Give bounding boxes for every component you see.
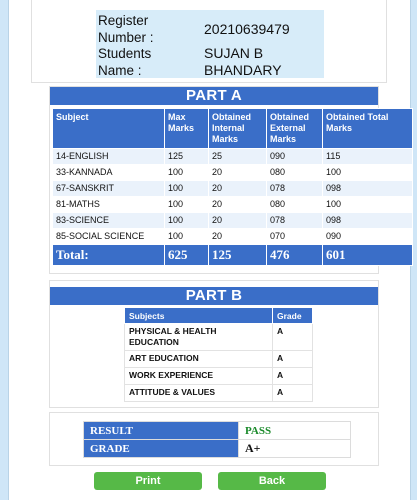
total-label: Total: bbox=[53, 245, 165, 266]
list-item: ART EDUCATION A bbox=[125, 351, 313, 368]
total-row bbox=[53, 245, 413, 266]
result-table bbox=[83, 421, 351, 458]
list-item: WORK EXPERIENCE A bbox=[125, 368, 313, 385]
part-b-title: PART B bbox=[50, 287, 378, 305]
grade-row bbox=[84, 440, 351, 458]
grades-header-row bbox=[125, 308, 313, 324]
col-internal-marks: Obtained Internal Marks bbox=[209, 109, 267, 149]
col-grade: Grade bbox=[273, 308, 313, 324]
table-row: 14-ENGLISH 125 25 090 115 bbox=[53, 149, 413, 165]
student-name-label: Students Name : bbox=[98, 46, 152, 78]
table-header-row bbox=[53, 109, 413, 149]
part-b-card bbox=[49, 280, 379, 408]
result-row bbox=[84, 422, 351, 440]
total-internal: 125 bbox=[209, 245, 267, 266]
col-subject: Subject bbox=[53, 109, 165, 149]
col-max-marks: Max Marks bbox=[165, 109, 209, 149]
result-label: RESULT bbox=[84, 422, 239, 440]
part-a-title: PART A bbox=[50, 87, 378, 105]
result-page bbox=[8, 0, 411, 500]
list-item: ATTITUDE & VALUES A bbox=[125, 385, 313, 402]
col-external-marks: Obtained External Marks bbox=[267, 109, 323, 149]
part-b-grades-table bbox=[124, 307, 313, 402]
result-card bbox=[49, 412, 379, 466]
table-row: 85-SOCIAL SCIENCE 100 20 070 090 bbox=[53, 229, 413, 245]
part-a-card bbox=[49, 86, 389, 274]
list-item: PHYSICAL & HEALTH EDUCATION A bbox=[125, 324, 313, 351]
back-button[interactable]: Back bbox=[218, 472, 326, 490]
total-obtained: 601 bbox=[323, 245, 413, 266]
student-info-box bbox=[96, 10, 324, 78]
total-max: 625 bbox=[165, 245, 209, 266]
part-a-marks-table bbox=[52, 108, 413, 266]
col-total-marks: Obtained Total Marks bbox=[323, 109, 413, 149]
register-number-label: Register Number : bbox=[98, 13, 154, 45]
table-row: 33-KANNADA 100 20 080 100 bbox=[53, 165, 413, 181]
grade-value: A+ bbox=[239, 440, 351, 458]
student-name-value: SUJAN B BHANDARY bbox=[204, 45, 282, 78]
result-value: PASS bbox=[239, 422, 351, 440]
register-number-value: 20210639479 bbox=[204, 21, 290, 37]
student-info-card bbox=[31, 0, 387, 83]
table-row: 67-SANSKRIT 100 20 078 098 bbox=[53, 181, 413, 197]
total-external: 476 bbox=[267, 245, 323, 266]
print-button[interactable]: Print bbox=[94, 472, 202, 490]
grade-label: GRADE bbox=[84, 440, 239, 458]
table-row: 83-SCIENCE 100 20 078 098 bbox=[53, 213, 413, 229]
col-subjects: Subjects bbox=[125, 308, 273, 324]
table-row: 81-MATHS 100 20 080 100 bbox=[53, 197, 413, 213]
